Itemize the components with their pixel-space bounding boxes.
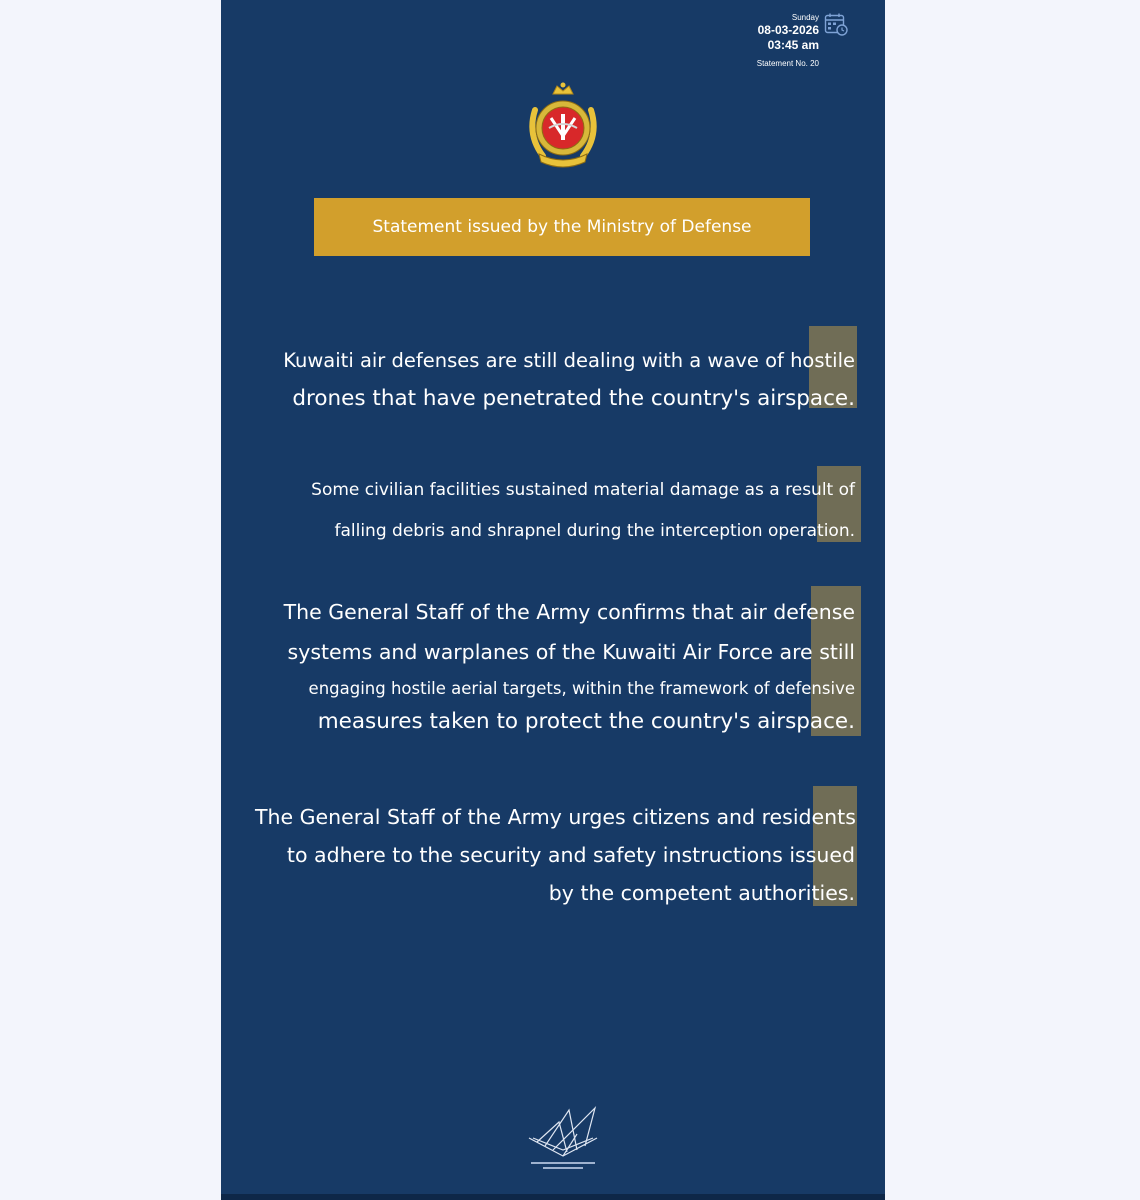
paragraph-line: Kuwaiti air defenses are still dealing with a wave of hostile (283, 349, 855, 372)
statement-paragraph-4 (255, 798, 855, 912)
statement-date: 08-03-2026 (757, 23, 819, 37)
statement-paragraph-1 (255, 342, 855, 418)
statement-paragraph-2 (255, 470, 855, 552)
statement-day: Sunday (791, 13, 819, 22)
bottom-strip (221, 1194, 885, 1200)
paragraph-line: falling debris and shrapnel during the interception operation. (334, 521, 855, 541)
statement-paragraph-3 (255, 594, 855, 740)
government-communication-logo (523, 1104, 603, 1174)
statement-banner (314, 198, 810, 256)
paragraph-line: engaging hostile aerial targets, within the framework of defensive (308, 679, 855, 698)
calendar-icon (824, 12, 848, 36)
paragraph-line: by the competent authorities. (548, 881, 855, 905)
paragraph-line: Some civilian facilities sustained material damage as a result of (311, 480, 855, 500)
paragraph-line: to adhere to the security and safety instructions issued (286, 843, 855, 867)
paragraph-line: measures taken to protect the country's airspace. (317, 709, 855, 734)
statement-number: Statement No. 20 (756, 59, 819, 68)
paragraph-line: systems and warplanes of the Kuwaiti Air Force are still (287, 640, 855, 664)
banner-title: Statement issued by the Ministry of Defense (372, 217, 752, 237)
paragraph-line: The General Staff of the Army urges citizens and residents (255, 805, 856, 829)
statement-time: 03:45 am (767, 38, 819, 52)
statement-card (221, 0, 885, 1200)
paragraph-line: drones that have penetrated the country's airspace. (292, 386, 855, 411)
ministry-emblem (521, 80, 605, 172)
statement-meta (757, 13, 819, 69)
paragraph-line: The General Staff of the Army confirms that air defense (283, 600, 855, 624)
